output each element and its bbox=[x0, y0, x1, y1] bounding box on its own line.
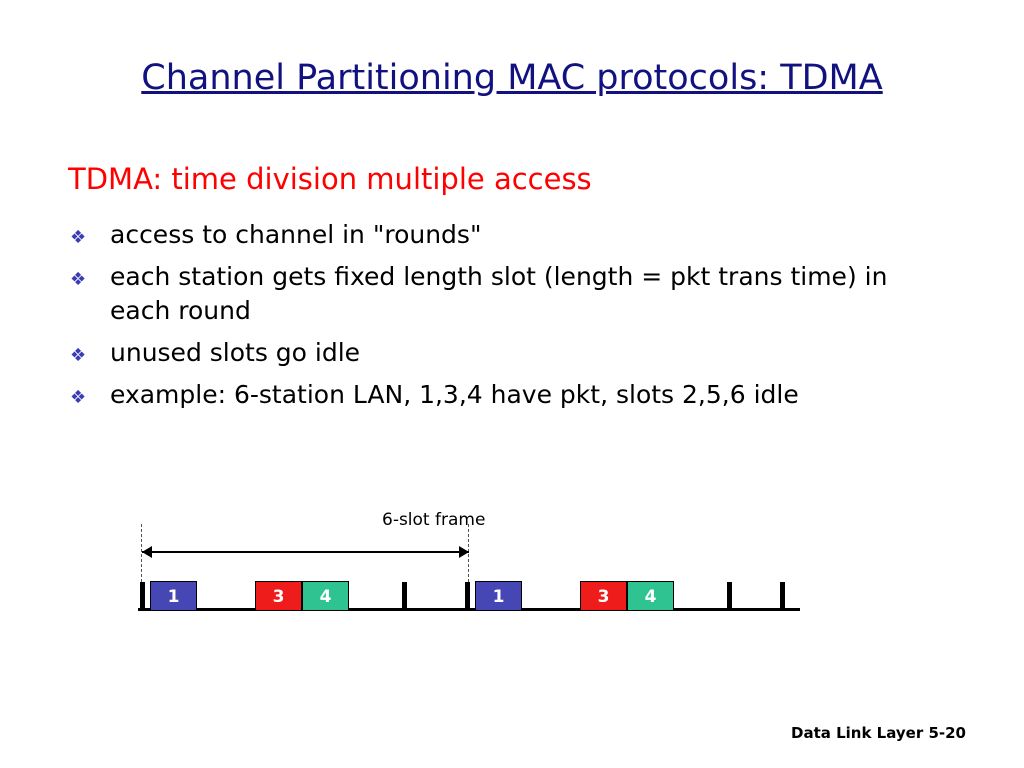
slot-block: 1 bbox=[475, 581, 522, 611]
list-item-label: access to channel in "rounds" bbox=[110, 220, 482, 249]
tdma-timeline-diagram bbox=[120, 510, 820, 630]
slot-tick bbox=[402, 582, 407, 610]
section-subheading: TDMA: time division multiple access bbox=[68, 162, 592, 196]
slot-block: 4 bbox=[302, 581, 349, 611]
frame-label: 6-slot frame bbox=[382, 510, 486, 530]
slot-tick bbox=[727, 582, 732, 610]
frame-span-arrow bbox=[142, 546, 469, 558]
slot-tick bbox=[780, 582, 785, 610]
page-title: Channel Partitioning MAC protocols: TDMA bbox=[141, 58, 883, 98]
list-item bbox=[68, 218, 948, 252]
bullet-list bbox=[68, 218, 948, 420]
list-item-label: each station gets fixed length slot (length = pkt trans time) in each round bbox=[110, 262, 888, 325]
slot-block: 3 bbox=[580, 581, 627, 611]
list-item bbox=[68, 260, 948, 328]
diamond-bullet-icon: ❖ bbox=[70, 227, 87, 248]
list-item-label: example: 6-station LAN, 1,3,4 have pkt, slots 2,5,6 idle bbox=[110, 380, 799, 409]
arrow-head-left-icon bbox=[142, 546, 152, 558]
arrow-head-right-icon bbox=[459, 546, 469, 558]
arrow-line bbox=[142, 551, 469, 553]
diamond-bullet-icon: ❖ bbox=[70, 345, 87, 366]
slide-footer: Data Link Layer 5-20 bbox=[791, 724, 966, 742]
list-item bbox=[68, 336, 948, 370]
slot-block: 1 bbox=[150, 581, 197, 611]
diamond-bullet-icon: ❖ bbox=[70, 387, 87, 408]
diamond-bullet-icon: ❖ bbox=[70, 269, 87, 290]
slot-block: 4 bbox=[627, 581, 674, 611]
list-item bbox=[68, 378, 948, 412]
slot-tick bbox=[140, 582, 145, 610]
slot-tick bbox=[465, 582, 470, 610]
slot-block: 3 bbox=[255, 581, 302, 611]
list-item-label: unused slots go idle bbox=[110, 338, 361, 367]
